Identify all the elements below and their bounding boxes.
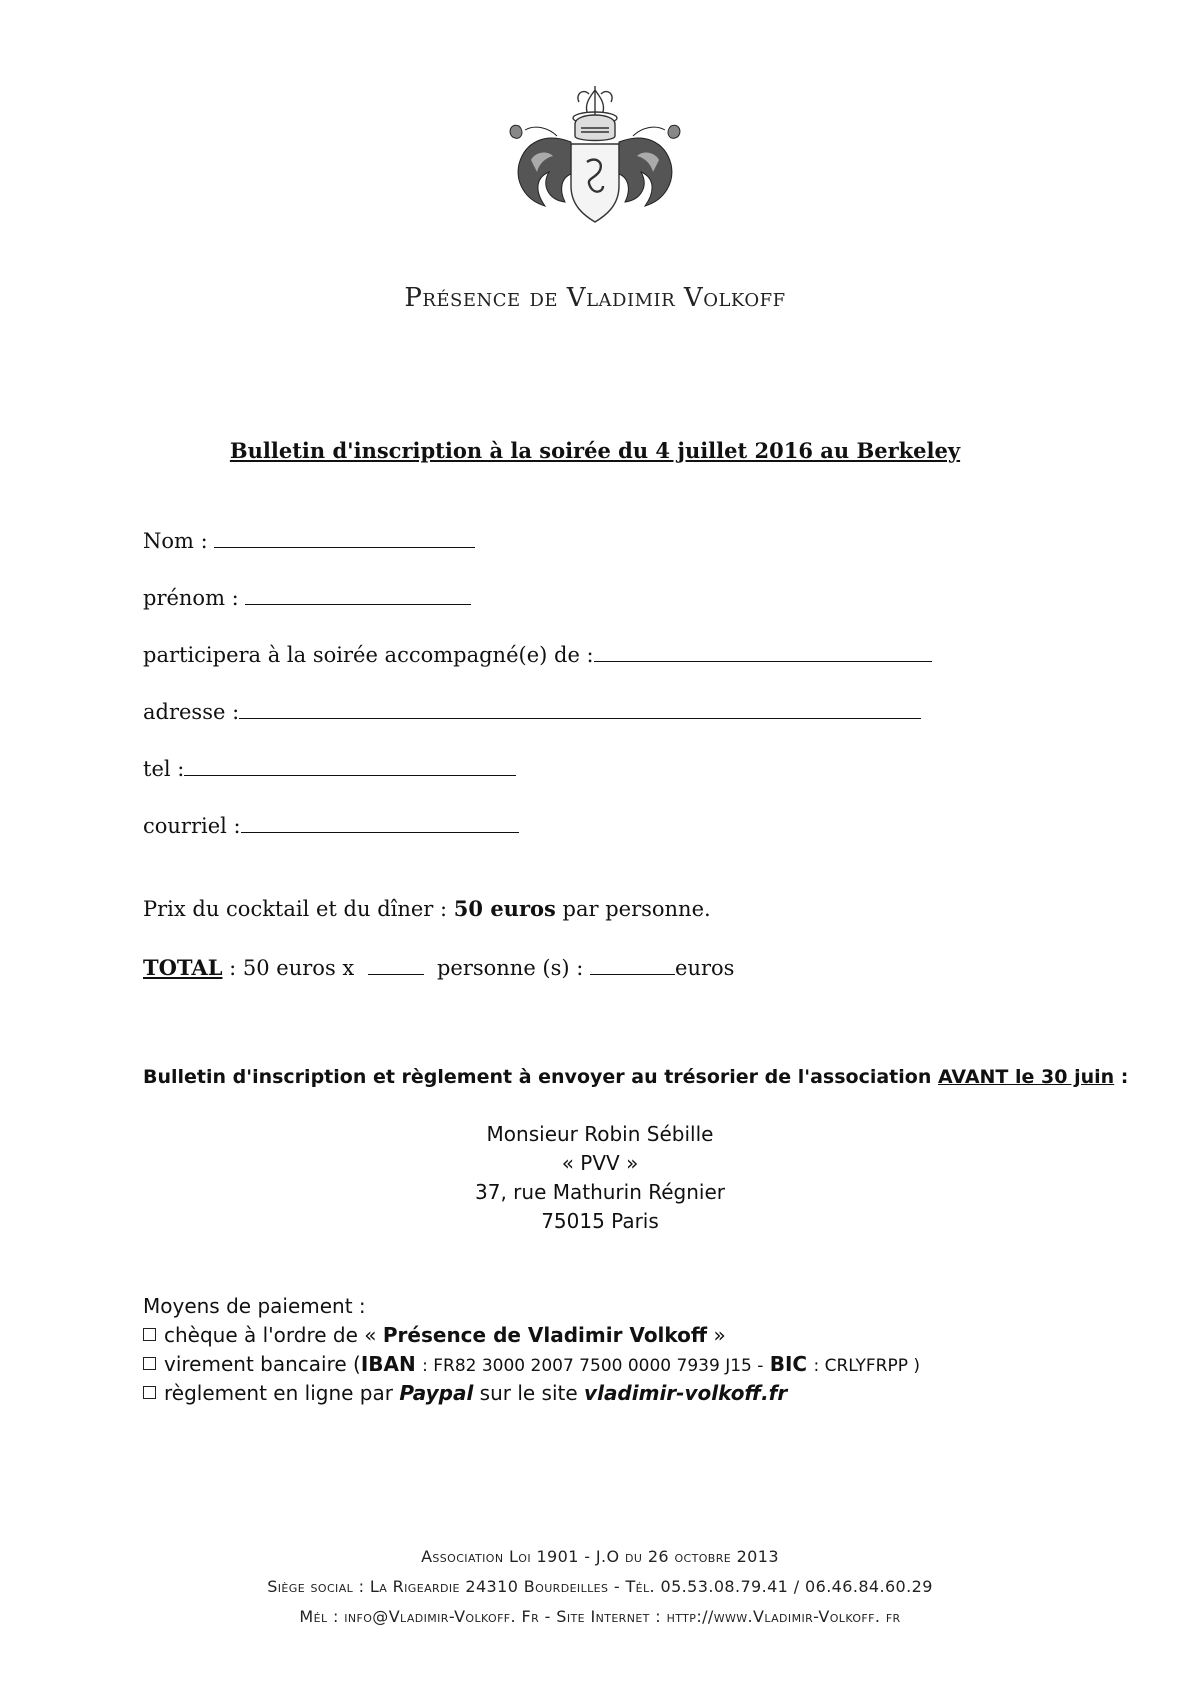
payment-option-virement [143,1352,920,1376]
price-line [143,898,711,920]
field-courriel-label: courriel : [143,814,241,838]
field-accompagne-line[interactable] [594,642,932,662]
price-suffix: par personne. [562,897,711,921]
field-nom-line[interactable] [214,528,475,548]
footer-address: Siège social : La Rigeardie 24310 Bourdeilles - Tél. 05.53.08.79.41 / 06.46.84.60.29 [267,1577,933,1596]
send-deadline: AVANT le 30 juin [938,1066,1115,1088]
field-nom [143,528,475,552]
field-courriel [143,813,519,837]
field-courriel-line[interactable] [241,813,519,833]
treasurer-org: « PVV » [561,1151,639,1175]
virement-prefix: virement bancaire ( [164,1352,361,1376]
paypal-label: Paypal [399,1381,474,1405]
price-amount: 50 euros [453,896,556,921]
footer-association: Association Loi 1901 - J.O du 26 octobre 2013 [421,1547,779,1566]
field-accompagne [143,642,932,666]
treasurer-street: 37, rue Mathurin Régnier [475,1180,725,1204]
total-persons-line[interactable] [368,955,424,975]
send-instructions [143,1066,1128,1088]
payment-option-online [143,1381,787,1405]
online-mid: sur le site [479,1381,578,1405]
field-prenom [143,585,471,609]
bic-label: BIC [769,1352,808,1376]
site-link[interactable]: vladimir-volkoff.fr [584,1381,788,1405]
cheque-prefix: chèque à l'ordre de « [164,1323,377,1347]
payment-option-cheque [143,1323,726,1347]
field-nom-label: Nom : [143,529,208,553]
send-text: Bulletin d'inscription et règlement à envoyer au trésorier de l'association [143,1066,932,1088]
field-accompagne-label: participera à la soirée accompagné(e) de : [143,643,594,667]
cheque-suffix: » [713,1323,726,1347]
send-colon: : [1120,1066,1129,1088]
organization-title: Présence de Vladimir Volkoff [404,283,786,313]
online-prefix: règlement en ligne par [164,1381,393,1405]
treasurer-city: 75015 Paris [541,1209,659,1233]
field-adresse-line[interactable] [239,699,921,719]
total-part1: : 50 euros x [229,956,355,980]
online-checkbox[interactable] [143,1386,156,1399]
total-euros-line[interactable] [590,955,675,975]
cheque-checkbox[interactable] [143,1328,156,1341]
bic-value: : CRLYFRPP ) [813,1356,921,1376]
total-label: TOTAL [143,955,223,980]
payment-title: Moyens de paiement : [143,1294,366,1318]
coat-of-arms-logo [505,82,685,232]
field-prenom-label: prénom : [143,586,239,610]
field-adresse [143,699,921,723]
form-heading: Bulletin d'inscription à la soirée du 4 juillet 2016 au Berkeley [229,438,961,463]
field-adresse-label: adresse : [143,700,240,724]
field-tel [143,756,516,780]
iban-label: IBAN [360,1352,416,1376]
field-tel-label: tel : [143,757,185,781]
total-part3: euros [675,956,735,980]
field-tel-line[interactable] [184,756,516,776]
field-prenom-line[interactable] [245,585,471,605]
price-prefix: Prix du cocktail et du dîner : [143,897,448,921]
total-line [143,955,734,979]
iban-value: : FR82 3000 2007 7500 0000 7939 J15 - [422,1356,764,1376]
total-part2: personne (s) : [436,956,584,980]
treasurer-name: Monsieur Robin Sébille [486,1122,714,1146]
cheque-name: Présence de Vladimir Volkoff [382,1323,708,1347]
footer-contact: Mél : info@Vladimir-Volkoff. Fr - Site Internet : http://www.Vladimir-Volkoff. fr [299,1607,901,1626]
virement-checkbox[interactable] [143,1357,156,1370]
